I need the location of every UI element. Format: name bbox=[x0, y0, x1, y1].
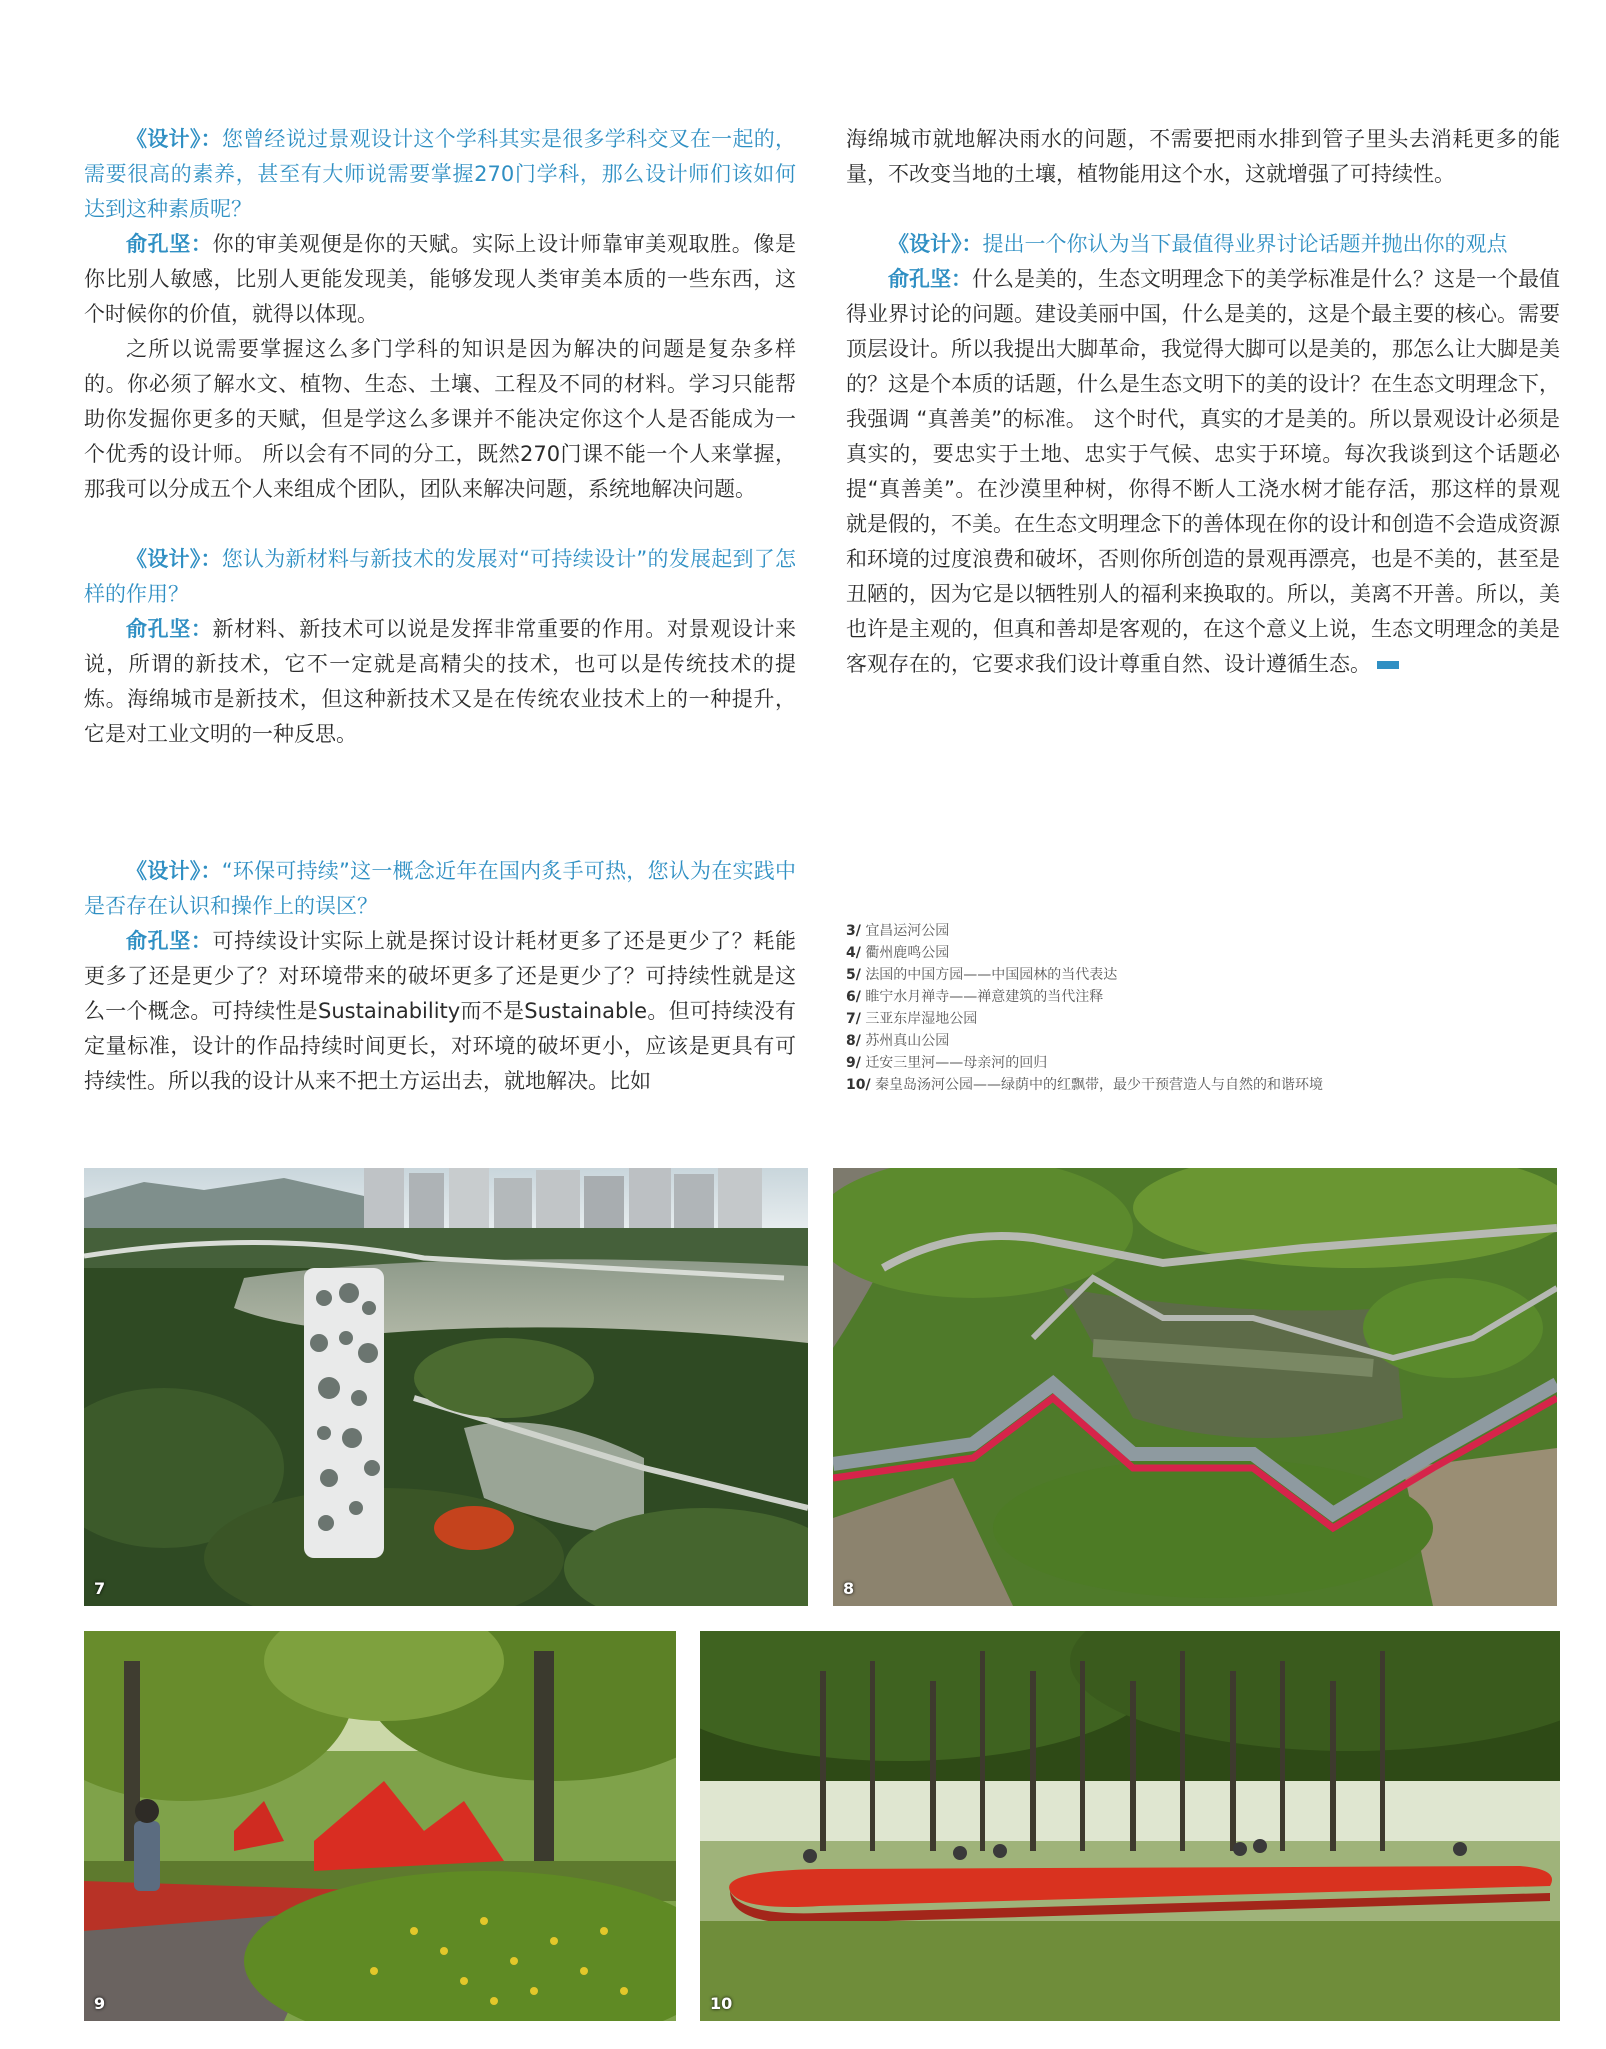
caption-item bbox=[846, 986, 1323, 1008]
question-text: 您曾经说过景观设计这个学科其实是很多学科交叉在一起的，需要很高的素养，甚至有大师说需要掌握270门学科，那么设计师们该如何达到这种素质呢？ bbox=[84, 127, 797, 221]
answer-speaker: 俞孔坚： bbox=[126, 232, 213, 256]
answer-text: 可持续设计实际上就是探讨设计耗材更多了还是更少了？耗能更多了还是更少了？对环境带来的破坏更多了还是更少了？可持续性就是这么一个概念。可持续性是Sustainability而不是Sustainable。但可持续没有定量标准，设计的作品持续时间更长，对环境的破坏更小，应该是更具有可持续性。所以我的设计从来不把土方运出去，就地解决。比如 bbox=[84, 929, 797, 1093]
question-text: 提出一个你认为当下最值得业界讨论话题并抛出你的观点 bbox=[982, 232, 1508, 256]
caption-number: 8/ bbox=[846, 1033, 861, 1049]
willow-pavilion-image bbox=[84, 1631, 676, 2021]
question-tag: 《设计》： bbox=[126, 127, 222, 151]
answer-4 bbox=[846, 262, 1560, 682]
caption-text: 宜昌运河公园 bbox=[865, 923, 950, 939]
caption-item bbox=[846, 1052, 1323, 1074]
caption-item bbox=[846, 964, 1323, 986]
answer-text: 你的审美观便是你的天赋。实际上设计师靠审美观取胜。像是你比别人敏感，比别人更能发现美，能够发现人类审美本质的一些东西，这个时候你的价值，就得以体现。 bbox=[84, 232, 797, 326]
question-tag: 《设计》： bbox=[888, 232, 983, 256]
caption-number: 5/ bbox=[846, 967, 861, 983]
photo-number: 10 bbox=[710, 1994, 733, 2013]
question-4 bbox=[846, 227, 1560, 262]
caption-text: 三亚东岸湿地公园 bbox=[865, 1011, 978, 1027]
photo-9-willow-pavilion bbox=[84, 1631, 676, 2021]
caption-number: 3/ bbox=[846, 923, 861, 939]
photo-captions bbox=[846, 920, 1323, 1096]
answer-speaker: 俞孔坚： bbox=[126, 617, 213, 641]
caption-text: 秦皇岛汤河公园——绿荫中的红飘带，最少干预营造人与自然的和谐环境 bbox=[875, 1077, 1324, 1093]
photo-number: 9 bbox=[94, 1994, 106, 2013]
caption-number: 7/ bbox=[846, 1011, 861, 1027]
red-ribbon-image bbox=[700, 1631, 1560, 2021]
question-tag: 《设计》： bbox=[126, 859, 222, 883]
photo-number: 7 bbox=[94, 1579, 106, 1598]
caption-number: 9/ bbox=[846, 1055, 861, 1071]
answer-3 bbox=[84, 924, 796, 1099]
caption-number: 6/ bbox=[846, 989, 861, 1005]
question-3 bbox=[84, 854, 796, 924]
caption-item bbox=[846, 942, 1323, 964]
left-column bbox=[84, 122, 796, 752]
answer-text: 新材料、新技术可以说是发挥非常重要的作用。对景观设计来说，所谓的新技术，它不一定就是高精尖的技术，也可以是传统技术的提炼。海绵城市是新技术，但这种新技术又是在传统农业技术上的一种提升，它是对工业文明的一种反思。 bbox=[84, 617, 797, 746]
question-2 bbox=[84, 542, 796, 612]
question-text: “环保可持续”这一概念近年在国内炙手可热，您认为在实践中是否存在认识和操作上的误区？ bbox=[84, 859, 797, 918]
caption-text: 迁安三里河——母亲河的回归 bbox=[865, 1055, 1048, 1071]
answer-speaker: 俞孔坚： bbox=[888, 267, 972, 291]
question-1 bbox=[84, 122, 796, 227]
answer-2 bbox=[84, 612, 796, 752]
question-text: 您认为新材料与新技术的发展对“可持续设计”的发展起到了怎样的作用？ bbox=[84, 547, 797, 606]
photo-10-red-ribbon bbox=[700, 1631, 1560, 2021]
photo-8-aerial-walkway bbox=[833, 1168, 1557, 1606]
answer-text: 什么是美的，生态文明理念下的美学标准是什么？这是一个最值得业界讨论的问题。建设美丽中国，什么是美的，这是个最主要的核心。需要顶层设计。所以我提出大脚革命，我觉得大脚可以是美的，那怎么让大脚是美的？这是个本质的话题，什么是生态文明下的美的设计？在生态文明理念下，我强调 “真善美”的标准。 这个时代，真实的才是美的。所以景观设计必须是真实的，要忠实于土地、忠实于气候、忠实于环境。每次我谈到这个话题必提“真善美”。在沙漠里种树，你得不断人工浇水树才能存活，那这样的景观就是假的，不美。在生态文明理念下的善体现在你的设计和创造不会造成资源和环境的过度浪费和破坏，否则你所创造的景观再漂亮，也是不美的，甚至是丑陋的，因为它是以牺牲别人的福利来换取的。所以，美离不开善。所以，美也许是主观的，但真和善却是客观的，在这个意义上说，生态文明理念的美是客观存在的，它要求我们设计尊重自然、设计遵循生态。 bbox=[846, 267, 1560, 676]
photo-number: 8 bbox=[843, 1579, 855, 1598]
aerial-walkway-image bbox=[833, 1168, 1557, 1606]
caption-item bbox=[846, 1030, 1323, 1052]
caption-text: 睢宁水月禅寺——禅意建筑的当代注释 bbox=[865, 989, 1104, 1005]
answer-speaker: 俞孔坚： bbox=[126, 929, 213, 953]
caption-item bbox=[846, 1008, 1323, 1030]
caption-number: 4/ bbox=[846, 945, 861, 961]
caption-item bbox=[846, 920, 1323, 942]
caption-number: 10/ bbox=[846, 1077, 871, 1093]
right-column bbox=[846, 122, 1560, 682]
answer-1 bbox=[84, 227, 796, 332]
caption-item bbox=[846, 1074, 1323, 1096]
answer-1-paragraph-2: 之所以说需要掌握这么多门学科的知识是因为解决的问题是复杂多样的。你必须了解水文、植物、生态、土壤、工程及不同的材料。学习只能帮助你发掘你更多的天赋，但是学这么多课并不能决定你这个人是否能成为一个优秀的设计师。 所以会有不同的分工，既然270门课不能一个人来掌握，那我可以分成五个人来组成个团队，团队来解决问题，系统地解决问题。 bbox=[84, 337, 796, 501]
left-column-lower bbox=[84, 854, 796, 1099]
caption-text: 苏州真山公园 bbox=[865, 1033, 950, 1049]
end-mark bbox=[1377, 661, 1399, 669]
caption-text: 衢州鹿鸣公园 bbox=[865, 945, 950, 961]
question-tag: 《设计》： bbox=[126, 547, 222, 571]
answer-3-continued: 海绵城市就地解决雨水的问题，不需要把雨水排到管子里头去消耗更多的能量，不改变当地的土壤，植物能用这个水，这就增强了可持续性。 bbox=[846, 127, 1560, 186]
caption-text: 法国的中国方园——中国园林的当代表达 bbox=[865, 967, 1118, 983]
wetland-tower-image bbox=[84, 1168, 808, 1606]
photo-7-wetland-tower bbox=[84, 1168, 808, 1606]
